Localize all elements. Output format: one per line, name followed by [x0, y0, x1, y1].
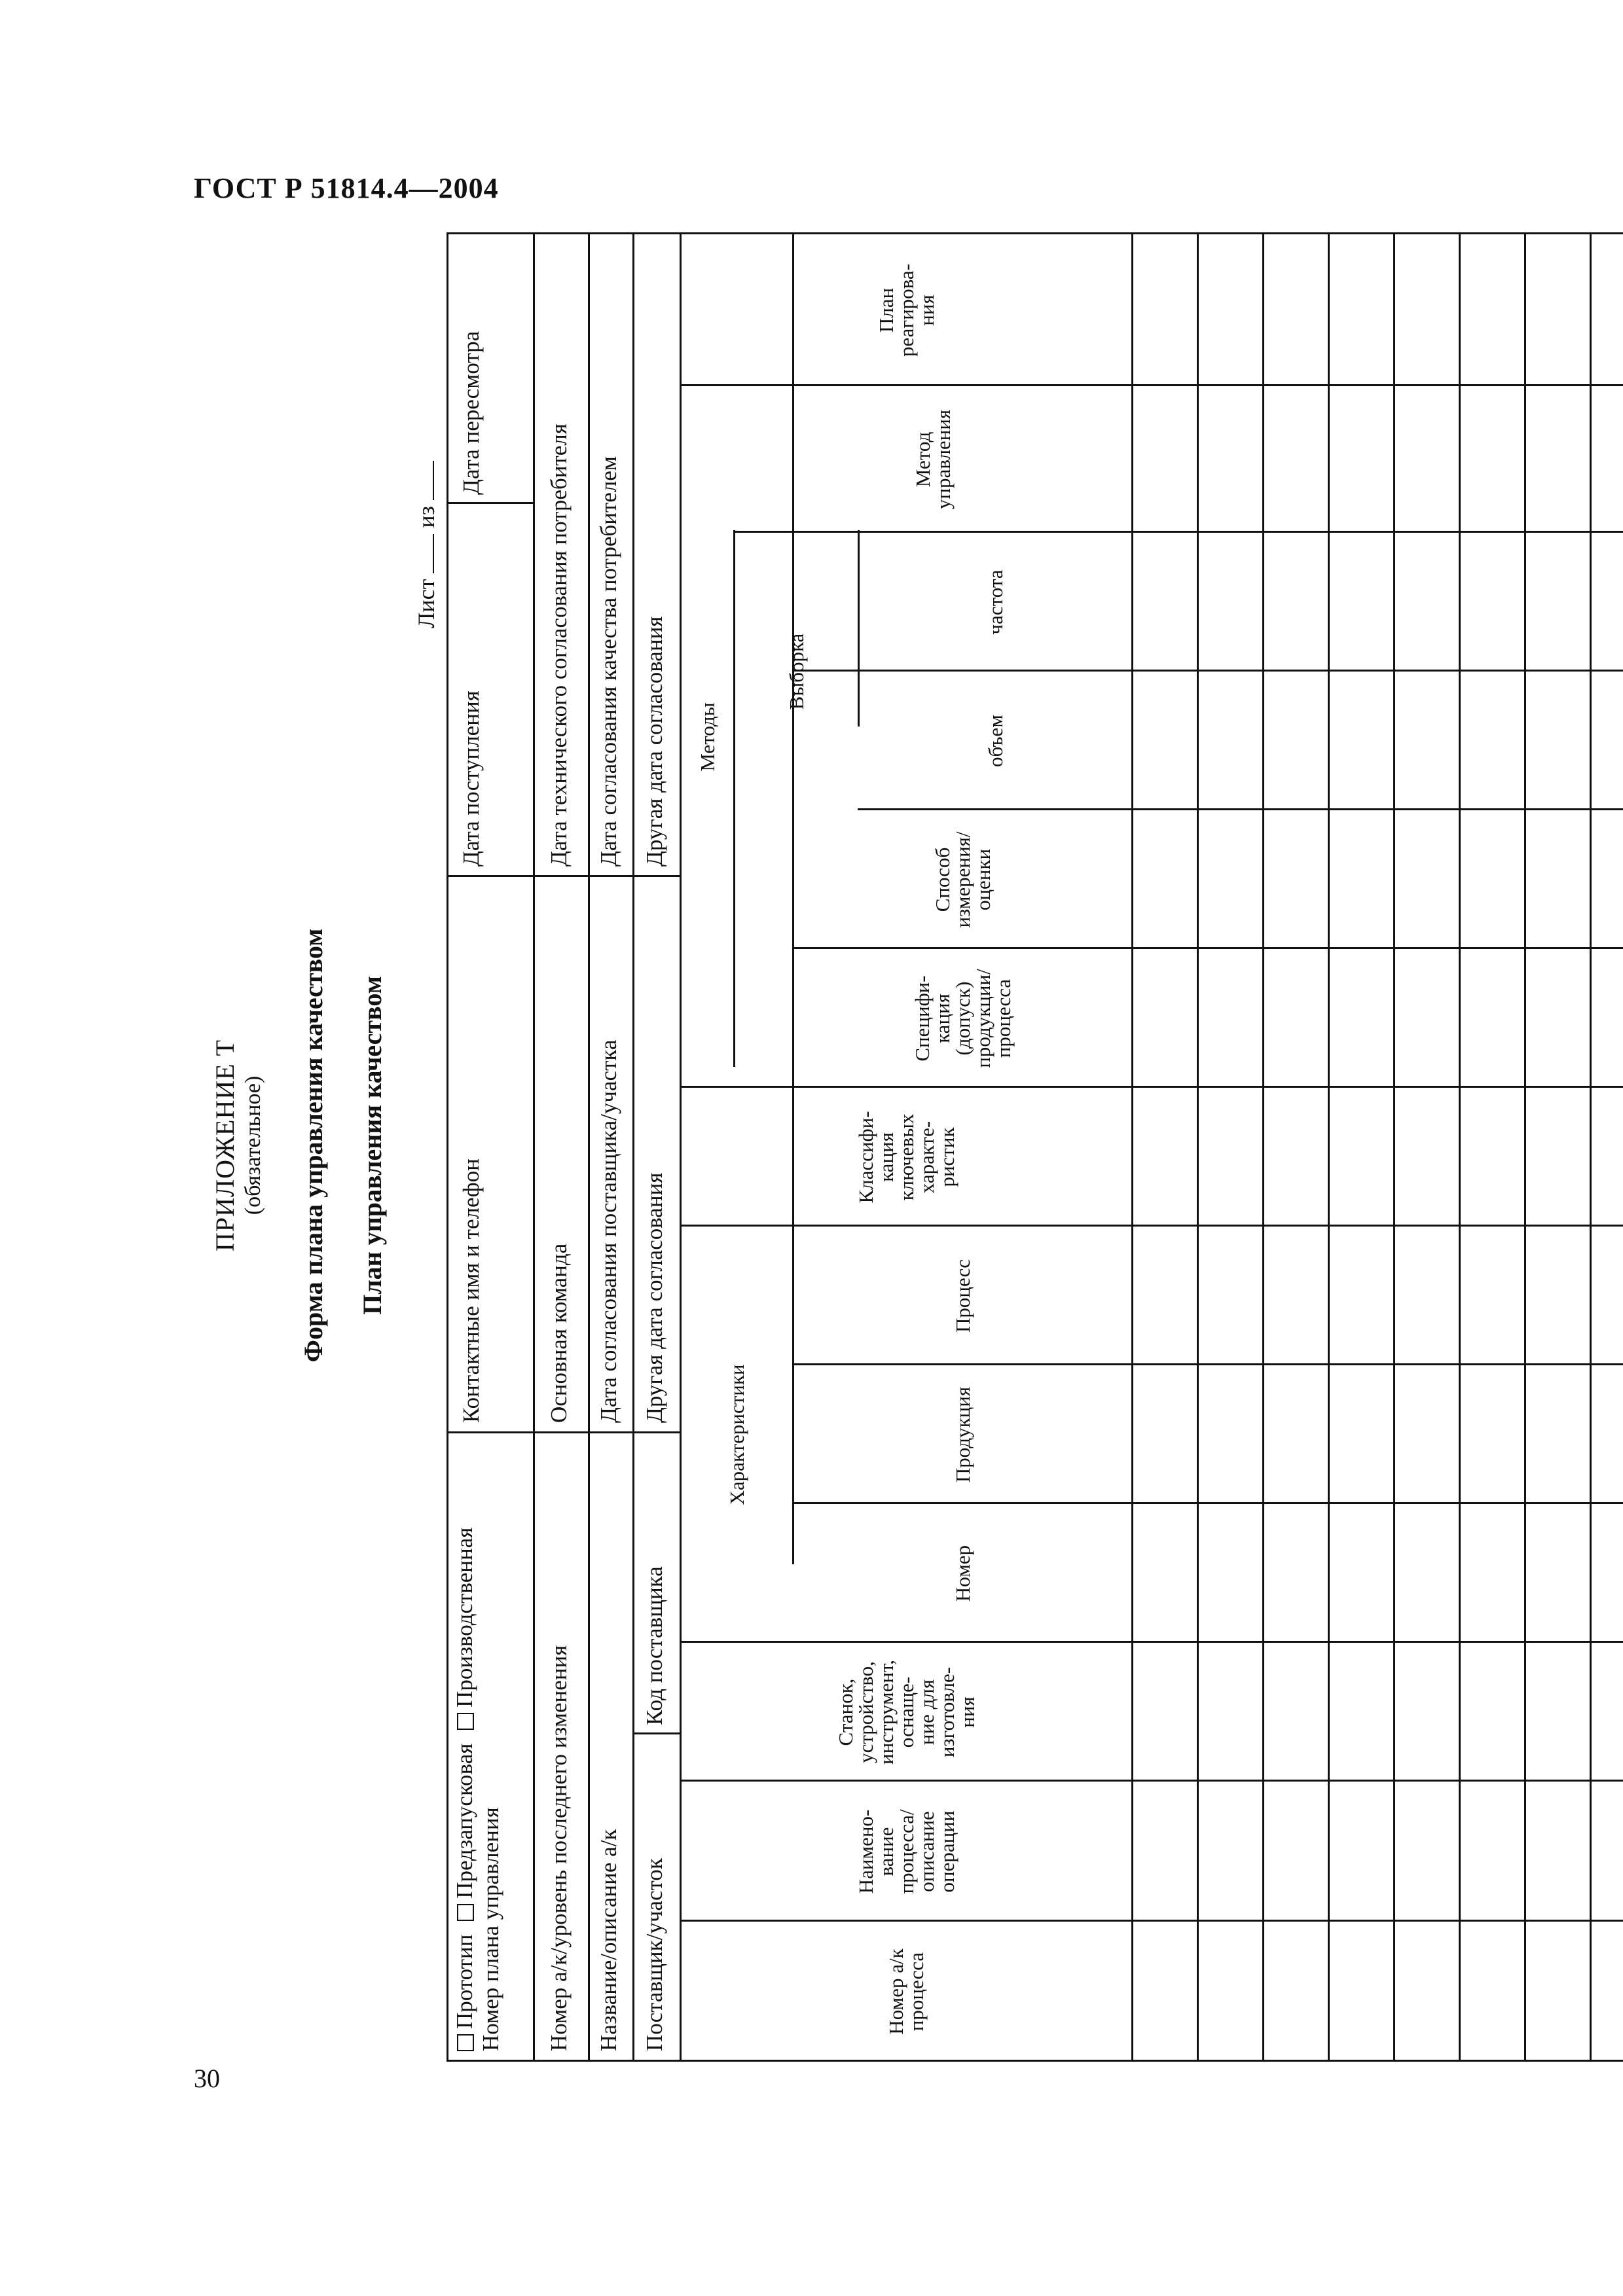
col-sample-freq: частота — [983, 569, 1007, 635]
row-rule — [1262, 234, 1264, 2062]
rule — [447, 875, 632, 877]
col-sample-size: объем — [983, 715, 1007, 767]
col-characteristics: Характеристики — [725, 1364, 748, 1505]
rule — [632, 1732, 680, 1734]
other-date-1-label: Другая дата согласования — [642, 1172, 667, 1423]
rotated-form — [190, 229, 1591, 2062]
prototype-checkbox[interactable] — [457, 2034, 474, 2051]
col-part-process-number: Номер а/к процесса — [884, 1948, 928, 2035]
col-char-number: Номер — [951, 1545, 974, 1602]
quality-approval-label: Дата согласования качества потребителем — [596, 456, 621, 867]
rule — [447, 502, 533, 504]
rule — [447, 234, 448, 2062]
col-control-method: Метод управления — [911, 409, 955, 510]
rule — [533, 234, 535, 2062]
prelaunch-label: Предзапусковая — [452, 1743, 477, 1899]
col-char-product: Продукция — [951, 1386, 974, 1483]
appendix-subtitle: (обязательное) — [241, 1075, 265, 1215]
prototype-label: Прототип — [452, 1934, 477, 2029]
row-rule — [1524, 234, 1526, 2062]
plan-title: План управления качеством — [357, 976, 387, 1315]
col-process-name: Наимено- вание процесса/ описание операции — [854, 1809, 958, 1894]
appendix-title: ПРИЛОЖЕНИЕ Т — [210, 1039, 240, 1251]
form-title: Форма плана управления качеством — [299, 928, 328, 1363]
supplier-approval-label: Дата согласования поставщика/участка — [596, 1039, 621, 1423]
production-checkbox[interactable] — [457, 1713, 474, 1730]
rule — [588, 234, 590, 2062]
col-machine: Станок, устройство, инструмент, оснаще- ние для изготовле- ния — [833, 1660, 979, 1765]
rule — [447, 1431, 632, 1433]
col-methods: Методы — [695, 702, 719, 772]
row-rule — [1197, 234, 1199, 2062]
part-number-level-label: Номер а/к/уровень последнего изменения — [546, 1645, 572, 2051]
document-header: ГОСТ Р 51814.4—2004 — [194, 172, 499, 204]
sheet-counter — [412, 461, 440, 628]
rule — [1131, 234, 1133, 2062]
date-received-label: Дата поступления — [458, 691, 484, 867]
production-label: Производственная — [452, 1527, 477, 1708]
rule — [632, 875, 680, 877]
row-rule — [1459, 234, 1461, 2062]
contact-label: Контактные имя и телефон — [458, 1158, 484, 1423]
other-date-2-label: Другая дата согласования — [642, 616, 667, 867]
date-revised-label: Дата пересмотра — [458, 331, 484, 495]
col-special-class: Классифи- кация ключевых характе- ристик — [854, 1111, 958, 1204]
sheet-of-label: из — [413, 506, 439, 528]
row-rule — [1590, 234, 1592, 2062]
col-spec: Специфи- кация (допуск) продукции/ процесса — [910, 969, 1015, 1068]
supplier-plant-label: Поставщик/участок — [642, 1858, 667, 2051]
plan-type-row — [452, 1528, 478, 2051]
sheet-total-blank[interactable] — [414, 461, 434, 500]
prelaunch-checkbox[interactable] — [457, 1904, 474, 1921]
sheet-label: Лист — [413, 579, 439, 628]
col-reaction-plan: План реагирова- ния — [874, 264, 938, 357]
page-number: 30 — [194, 2064, 220, 2093]
plan-number-label: Номер плана управления — [478, 1807, 503, 2051]
sheet-number-blank[interactable] — [414, 534, 434, 573]
row-rule — [1328, 234, 1330, 2062]
row-rule — [1393, 234, 1395, 2062]
col-sample: Выборка — [784, 633, 808, 710]
tech-approval-label: Дата технического согласования потребителя — [546, 423, 572, 867]
col-measurement: Способ измерения/ оценки — [930, 831, 994, 928]
rule — [632, 234, 634, 2062]
core-team-label: Основная команда — [546, 1243, 572, 1423]
rule — [632, 1431, 680, 1433]
col-char-process: Процесс — [951, 1259, 974, 1333]
supplier-code-label: Код поставщика — [642, 1566, 667, 1725]
part-name-label: Название/описание а/к — [596, 1829, 621, 2051]
